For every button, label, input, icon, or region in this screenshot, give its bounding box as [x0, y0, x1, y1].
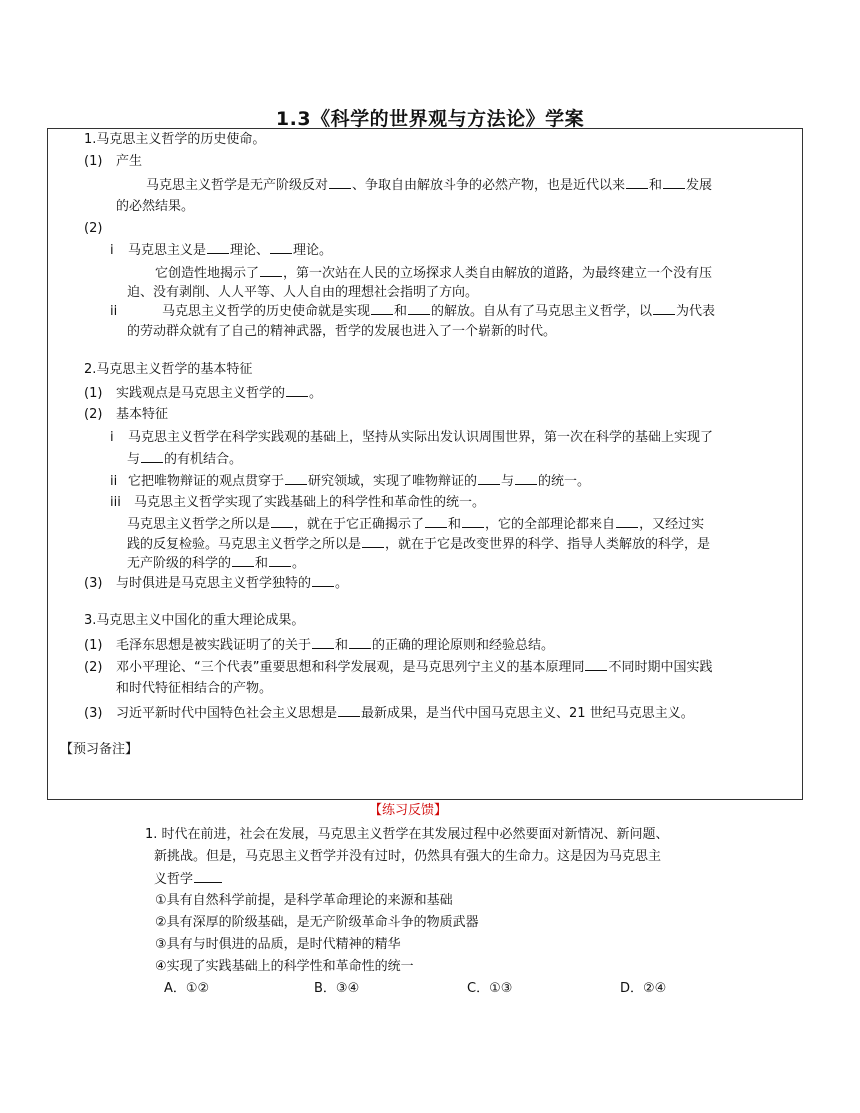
blank[interactable] — [663, 176, 685, 189]
blank[interactable] — [194, 870, 222, 883]
blank[interactable] — [285, 472, 307, 485]
text: 和 — [448, 517, 462, 532]
item-number: (3) — [84, 706, 103, 721]
blank[interactable] — [286, 384, 308, 397]
text: 马克思主义哲学的历史使命就是实现 — [162, 304, 371, 319]
text: 和 — [335, 638, 349, 653]
text: 毛泽东思想是被实践证明了的关于 — [116, 638, 312, 653]
text: 实践观点是马克思主义哲学的 — [116, 386, 286, 401]
item-1-2: (2) — [84, 221, 103, 236]
text: 践的反复检验。马克思主义哲学之所以是 — [127, 537, 362, 552]
blank[interactable] — [207, 241, 229, 254]
item-number: (1) — [84, 638, 103, 653]
text: 理论、 — [230, 243, 270, 258]
text: 的统一。 — [538, 474, 591, 489]
text-line: 的劳动群众就有了自己的精神武器，哲学的发展也进入了一个崭新的时代。 — [127, 324, 557, 339]
text: 的解放。自从有了马克思主义哲学，以 — [431, 304, 653, 319]
text: ，它的全部理论都来自 — [485, 517, 616, 532]
blank[interactable] — [653, 302, 675, 315]
text: 马克思主义哲学实现了实践基础上的科学性和革命性的统一。 — [134, 495, 486, 510]
item-number: i — [110, 430, 114, 445]
text: ，就在于它正确揭示了 — [294, 517, 425, 532]
text: 与 — [127, 452, 141, 467]
item-text: 产生 — [116, 154, 143, 169]
text: ，就在于它是改变世界的科学、指导人类解放的科学，是 — [385, 537, 711, 552]
text: 的正确的理论原则和经验总结。 — [372, 638, 555, 653]
subitem-ii — [110, 472, 590, 491]
blank[interactable] — [329, 176, 351, 189]
question-1-line: 新挑战。但是，马克思主义哲学并没有过时，仍然具有强大的生命力。这是因为马克思主 — [154, 849, 662, 864]
answer-d[interactable]: D．②④ — [620, 981, 667, 996]
blank[interactable] — [425, 515, 447, 528]
text: 与时俱进是马克思主义哲学独特的 — [116, 576, 312, 591]
item-1-1 — [84, 153, 142, 171]
text: 。 — [335, 576, 349, 591]
text: 义哲学 — [154, 872, 194, 887]
text-line — [127, 554, 305, 573]
subitem-ii — [110, 302, 715, 321]
item-number: (3) — [84, 576, 103, 591]
item-number: ii — [110, 474, 118, 489]
text: 与 — [501, 474, 515, 489]
blank[interactable] — [338, 704, 360, 717]
option-1: ①具有自然科学前提，是科学革命理论的来源和基础 — [155, 893, 453, 908]
item-3-1 — [84, 636, 554, 655]
question-1-line: 1. 时代在前进，社会在发展，马克思主义哲学在其发展过程中必然要面对新情况、新问题、 — [145, 827, 669, 842]
subitem-i — [110, 429, 713, 447]
blank[interactable] — [312, 574, 334, 587]
text: ，又经过实 — [639, 517, 705, 532]
blank[interactable] — [616, 515, 638, 528]
text: 马克思主义哲学在科学实践观的基础上，坚持从实际出发认识周围世界，第一次在科学的基础上实现了 — [128, 430, 714, 445]
text: 发展 — [686, 178, 713, 193]
feedback-heading: 【练习反馈】 — [369, 803, 448, 818]
notes-heading: 【预习备注】 — [60, 742, 139, 757]
text: 和 — [649, 178, 663, 193]
item-number: (1) — [84, 154, 103, 169]
answer-b[interactable]: B．③④ — [314, 981, 360, 996]
blank[interactable] — [515, 472, 537, 485]
text: 、争取自由解放斗争的必然产物，也是近代以来 — [352, 178, 626, 193]
text-line — [146, 176, 712, 195]
text: 它创造性地揭示了 — [155, 266, 260, 281]
text: 。 — [292, 556, 306, 571]
item-3-2 — [84, 658, 713, 677]
item-2-1 — [84, 384, 322, 403]
text: ，第一次站在人民的立场探求人类自由解放的道路，为最终建立一个没有压 — [283, 266, 713, 281]
text: 为代表 — [676, 304, 716, 319]
option-2: ②具有深厚的阶级基础，是无产阶级革命斗争的物质武器 — [155, 915, 479, 930]
text: 习近平新时代中国特色社会主义思想是 — [116, 706, 338, 721]
blank[interactable] — [478, 472, 500, 485]
blank[interactable] — [371, 302, 393, 315]
blank[interactable] — [626, 176, 648, 189]
text-line: 的必然结果。 — [116, 199, 195, 214]
text-line — [155, 264, 712, 283]
item-number: iii — [110, 495, 121, 510]
text-line: 和时代特征相结合的产物。 — [116, 681, 273, 696]
item-2-3 — [84, 574, 348, 593]
text-line — [127, 515, 704, 534]
page-title: 1.3《科学的世界观与方法论》学案 — [275, 108, 585, 130]
section-1-heading: 1.马克思主义哲学的历史使命。 — [84, 132, 266, 147]
text: 的有机结合。 — [164, 452, 243, 467]
item-number: i — [110, 243, 114, 258]
text: 邓小平理论、“三个代表”重要思想和科学发展观，是马克思列宁主义的基本原理同 — [116, 660, 585, 675]
blank[interactable] — [362, 535, 384, 548]
text: 研究领域，实现了唯物辩证的 — [308, 474, 478, 489]
blank[interactable] — [585, 658, 607, 671]
text: 不同时期中国实践 — [608, 660, 713, 675]
text: 马克思主义是 — [128, 243, 207, 258]
text-line — [127, 535, 710, 554]
blank[interactable] — [232, 554, 254, 567]
text: 和 — [394, 304, 408, 319]
text: 马克思主义哲学之所以是 — [127, 517, 271, 532]
answer-c[interactable]: C．①③ — [467, 981, 513, 996]
subitem-iii — [110, 494, 485, 512]
blank[interactable] — [312, 636, 334, 649]
text: 它把唯物辩证的观点贯穿于 — [128, 474, 285, 489]
text: 基本特征 — [116, 407, 169, 422]
blank[interactable] — [349, 636, 371, 649]
subitem-i — [110, 241, 332, 260]
blank[interactable] — [269, 554, 291, 567]
text: 无产阶级的科学的 — [127, 556, 232, 571]
answer-a[interactable]: A．①② — [164, 981, 210, 996]
text-line — [127, 450, 242, 469]
blank[interactable] — [408, 302, 430, 315]
text: 。 — [309, 386, 323, 401]
item-2-2 — [84, 406, 168, 424]
item-number: (1) — [84, 386, 103, 401]
item-number: (2) — [84, 407, 103, 422]
blank[interactable] — [462, 515, 484, 528]
blank[interactable] — [260, 264, 282, 277]
item-number: ii — [110, 304, 118, 319]
blank[interactable] — [270, 241, 292, 254]
text: 最新成果，是当代中国马克思主义、21 世纪马克思主义。 — [361, 706, 694, 721]
question-1-line — [154, 870, 223, 889]
blank[interactable] — [271, 515, 293, 528]
section-2-heading: 2.马克思主义哲学的基本特征 — [84, 362, 253, 377]
text-line: 迫、没有剥削、人人平等、人人自由的理想社会指明了方向。 — [127, 285, 479, 300]
text: 理论。 — [293, 243, 333, 258]
item-3-3 — [84, 704, 694, 723]
text: 和 — [255, 556, 269, 571]
blank[interactable] — [141, 450, 163, 463]
text: 马克思主义哲学是无产阶级反对 — [146, 178, 329, 193]
option-3: ③具有与时俱进的品质，是时代精神的精华 — [155, 937, 401, 952]
item-number: (2) — [84, 660, 103, 675]
option-4: ④实现了实践基础上的科学性和革命性的统一 — [155, 959, 414, 974]
section-3-heading: 3.马克思主义中国化的重大理论成果。 — [84, 613, 305, 628]
